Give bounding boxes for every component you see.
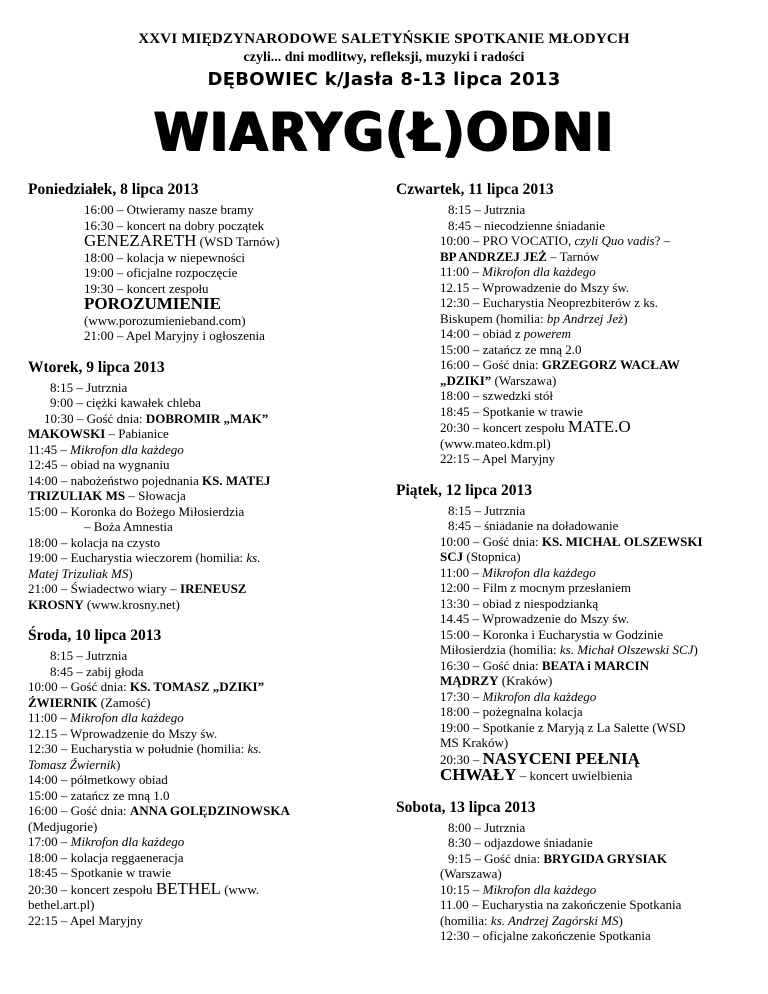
schedule-text: (Zamość) [97, 694, 151, 710]
schedule-text: MS Kraków) [440, 735, 509, 750]
schedule-text: KS. MATEJ [202, 472, 271, 488]
schedule-text: 14:00 – nabożeństwo pojednania [28, 472, 203, 488]
schedule-text: 18:00 – kolacja reggaeneracja [28, 849, 184, 865]
schedule-text: 14.45 – Wprowadzenie do Mszy św. [440, 611, 630, 626]
schedule-item [28, 803, 368, 819]
schedule-item [396, 611, 741, 627]
schedule-text: NASYCENI PEŁNIĄ [482, 748, 640, 768]
schedule-text: POROZUMIENIE [84, 294, 221, 313]
schedule-text: ) [116, 756, 121, 772]
schedule-item [28, 788, 368, 804]
schedule-text: (Medjugorie) [28, 818, 98, 834]
schedule-text: 11.00 – Eucharystia na zakończenie Spotkania [440, 897, 682, 912]
day-title: Sobota, 13 lipca 2013 [396, 798, 536, 816]
schedule-item [28, 488, 368, 504]
day-section [396, 180, 741, 467]
schedule-text: (www.porozumienieband.com) [84, 312, 246, 328]
schedule-item [396, 280, 741, 296]
day-section [28, 180, 368, 344]
event-title: XXVI MIĘDZYNARODOWE SALETYŃSKIE SPOTKANIE MŁODYCH [138, 31, 630, 47]
schedule-text: 15:00 – zatańcz ze mną 1.0 [28, 787, 170, 803]
day-title: Wtorek, 9 lipca 2013 [28, 358, 165, 376]
schedule-text: 14:00 – półmetkowy obiad [28, 772, 168, 787]
schedule-item [28, 550, 368, 566]
schedule-item [396, 851, 741, 867]
schedule-item [28, 313, 368, 329]
schedule-text: Miłosierdzia (homilia: [440, 642, 560, 657]
schedule-text: (www. [220, 881, 260, 897]
schedule-text: 18:45 – Spotkanie w trawie [28, 865, 171, 880]
schedule-text: ks. Andrzej Zagórski MS [490, 912, 619, 928]
schedule-text: 18:00 – kolacja w niepewności [84, 249, 246, 265]
schedule-text: KS. TOMASZ „DZIKI” [129, 679, 265, 694]
schedule-item [28, 695, 368, 711]
schedule-item [396, 627, 741, 643]
schedule-text: ks. [246, 550, 261, 565]
schedule-text: 8:45 – niecodzienne śniadanie [448, 217, 606, 233]
schedule-text: 16:00 – Gość dnia: [28, 803, 130, 818]
schedule-item [396, 388, 741, 404]
schedule-text: 10:30 – Gość dnia: [44, 410, 146, 426]
day-section [28, 626, 368, 928]
schedule-text: 18:00 – szwedzki stół [440, 388, 554, 403]
schedule-text: 18:00 – kolacja na czysto [28, 534, 161, 550]
schedule-text: TRIZULIAK MS [28, 488, 126, 503]
schedule-item [396, 342, 741, 358]
schedule-text: 13:30 – obiad z niespodzianką [440, 595, 599, 611]
schedule-item [396, 580, 741, 596]
schedule-text: 17:00 – [28, 834, 71, 849]
schedule-text: 15:00 – Koronka do Bożego Miłosierdzia [28, 503, 245, 519]
schedule-text: GRZEGORZ WACŁAW [541, 357, 680, 372]
schedule-text: 12:45 – obiad na wygnaniu [28, 457, 170, 472]
schedule-text: 20:30 – [440, 751, 483, 767]
schedule-text: czyli Quo vadis [574, 233, 655, 248]
schedule-item [396, 658, 741, 674]
schedule-text: powerem [523, 326, 571, 341]
schedule-text: MATE.O [567, 417, 631, 436]
schedule-item [28, 504, 368, 520]
schedule-text: 18:00 – pożegnalna kolacja [440, 704, 583, 719]
schedule-text: KROSNY [28, 596, 84, 612]
schedule-text: ANNA GOLĘDZINOWSKA [129, 803, 290, 818]
schedule-item [28, 411, 368, 427]
schedule-item [28, 741, 368, 757]
schedule-item [28, 726, 368, 742]
schedule-item [28, 679, 368, 695]
schedule-item [396, 866, 741, 882]
schedule-item [28, 218, 368, 234]
schedule-text: 8:45 – śniadanie na doładowanie [448, 518, 619, 533]
schedule-text: 12.15 – Wprowadzenie do Mszy św. [440, 279, 630, 295]
schedule-text: 10:15 – [440, 881, 483, 897]
schedule-text: 11:00 – [440, 264, 483, 279]
schedule-item [396, 357, 741, 373]
schedule-item [28, 202, 368, 218]
schedule-text: – koncert uwielbienia [516, 768, 633, 783]
schedule-text: bethel.art.pl) [28, 897, 95, 912]
schedule-item [28, 535, 368, 551]
schedule-item [28, 233, 368, 250]
schedule-text: ) [693, 642, 698, 657]
schedule-text: ks. Michał Olszewski SCJ [559, 642, 694, 657]
schedule-item [28, 757, 368, 773]
schedule-item [396, 673, 741, 689]
schedule-text: 22:15 – Apel Maryjny [440, 451, 556, 466]
schedule-item [28, 850, 368, 866]
schedule-text: 10:00 – Gość dnia: [440, 533, 542, 549]
day-title: Czwartek, 11 lipca 2013 [396, 181, 554, 198]
schedule-item [28, 328, 368, 344]
schedule-item [28, 426, 368, 442]
schedule-text: 12:30 – Eucharystia w południe (homilia: [28, 741, 248, 756]
schedule-item [396, 326, 741, 342]
schedule-text: Matej Trizuliak MS [28, 565, 129, 581]
schedule-text: SCJ [440, 549, 464, 564]
day-section [396, 798, 741, 944]
schedule-text: ks. [247, 741, 262, 756]
schedule-text: 11:45 – [28, 441, 71, 457]
schedule-text: Mikrofon dla każdego [482, 564, 596, 580]
schedule-text: 8:15 – Jutrznia [50, 379, 128, 395]
schedule-text: (www.krosny.net) [83, 596, 180, 612]
schedule-item [28, 380, 368, 396]
event-subtitle: czyli... dni modlitwy, refleksji, muzyki i radości [243, 50, 525, 65]
schedule-item [28, 581, 368, 597]
schedule-text: KS. MICHAŁ OLSZEWSKI [541, 533, 703, 549]
schedule-text: 8:15 – Jutrznia [50, 648, 128, 663]
schedule-text: 16:30 – koncert na dobry początek [84, 217, 265, 233]
event-logo-text: WIARYG(Ł)ODNI [153, 101, 615, 163]
schedule-item [28, 265, 368, 281]
schedule-text: 15:00 – Koronka i Eucharystia w Godzinie [440, 626, 664, 642]
schedule-text: (WSD Tarnów) [196, 234, 280, 249]
schedule-text: BEATA i MARCIN [541, 657, 649, 673]
schedule-text: DOBROMIR „MAK” [145, 410, 269, 426]
schedule-item [396, 249, 741, 265]
schedule-item [396, 549, 741, 565]
schedule-item [396, 704, 741, 720]
schedule-item [396, 451, 741, 467]
schedule-item [28, 395, 368, 411]
schedule-text: Tomasz Źwiernik [28, 756, 117, 772]
schedule-text: 12:00 – Film z mocnym przesłaniem [440, 580, 631, 595]
schedule-item [396, 518, 741, 534]
schedule-text: 8:30 – odjazdowe śniadanie [448, 835, 593, 850]
schedule-text: IRENEUSZ [180, 581, 247, 596]
schedule-text: Mikrofon dla każdego [482, 264, 596, 279]
schedule-item [396, 689, 741, 705]
schedule-item [396, 642, 741, 658]
schedule-text: (Stopnica) [463, 549, 521, 564]
schedule-text: (homilia: [440, 912, 491, 928]
schedule-text: 16:30 – Gość dnia: [440, 657, 542, 673]
day-title: Poniedziałek, 8 lipca 2013 [28, 181, 199, 198]
schedule-item [396, 311, 741, 327]
schedule-text: bp Andrzej Jeż [546, 310, 624, 326]
schedule-item [396, 820, 741, 836]
schedule-text: 12.15 – Wprowadzenie do Mszy św. [28, 725, 218, 741]
schedule-item [28, 442, 368, 458]
day-section [28, 358, 368, 613]
schedule-text: BETHEL [155, 878, 221, 898]
schedule-text: ) [623, 310, 628, 326]
schedule-text: 15:00 – zatańcz ze mną 2.0 [440, 341, 582, 357]
day-section [396, 481, 741, 784]
schedule-item [396, 373, 741, 389]
schedule-text: 22:15 – Apel Maryjny [28, 912, 144, 928]
schedule-text: BP ANDRZEJ JEŻ [440, 248, 547, 264]
day-title: Piątek, 12 lipca 2013 [396, 481, 533, 499]
schedule-text: 21:00 – Świadectwo wiary – [28, 581, 181, 596]
schedule-item [396, 596, 741, 612]
schedule-text: 19:00 – Spotkanie z Maryją z La Salette (WSD [440, 719, 686, 735]
schedule-text: 8:15 – Jutrznia [448, 202, 526, 217]
schedule-item [28, 473, 368, 489]
schedule-text: (Warszawa) [491, 372, 557, 388]
schedule-item [28, 819, 368, 835]
left-column [28, 180, 368, 942]
schedule-text: 16:00 – Gość dnia: [440, 357, 542, 372]
schedule-text: BRYGIDA GRYSIAK [543, 850, 668, 866]
schedule-text: Mikrofon dla każdego [70, 441, 184, 457]
schedule-item [396, 295, 741, 311]
schedule-text: Mikrofon dla każdego [70, 710, 184, 725]
schedule-item [396, 897, 741, 913]
schedule-text: – Słowacja [125, 488, 186, 503]
schedule-text: – Tarnów [546, 248, 600, 264]
schedule-item [28, 878, 368, 898]
schedule-text: 9:15 – Gość dnia: [448, 850, 544, 866]
schedule-item [396, 218, 741, 234]
schedule-text: 11:00 – [28, 710, 71, 725]
schedule-text: 20:30 – koncert zespołu [28, 881, 156, 897]
schedule-text: 12:30 – Eucharystia Neoprezbiterów z ks. [440, 295, 659, 310]
schedule-item [396, 202, 741, 218]
schedule-text: Mikrofon dla każdego [482, 688, 597, 704]
schedule-item [28, 834, 368, 850]
schedule-text: 10:00 – PRO VOCATIO, [440, 233, 575, 248]
schedule-text: Mikrofon dla każdego [70, 834, 185, 849]
schedule-item [396, 436, 741, 452]
schedule-item [28, 710, 368, 726]
document-header [0, 30, 768, 163]
schedule-text: (Kraków) [498, 673, 553, 688]
right-column [396, 180, 741, 958]
schedule-item [396, 233, 741, 249]
schedule-item [28, 566, 368, 582]
schedule-text: 20:30 – koncert zespołu [440, 420, 568, 435]
schedule-text: Biskupem (homilia: [440, 310, 547, 326]
schedule-item [28, 296, 368, 313]
event-place-date: DĘBOWIEC k/Jasła 8-13 lipca 2013 [207, 69, 561, 90]
schedule-item [396, 767, 741, 784]
schedule-text: 8:15 – Jutrznia [448, 502, 526, 518]
schedule-text: GENEZARETH [84, 231, 197, 250]
schedule-item [396, 928, 741, 944]
schedule-text: „DZIKI” [440, 372, 492, 388]
schedule-text: ŹWIERNIK [28, 694, 98, 710]
schedule-text: 16:00 – Otwieramy nasze bramy [84, 202, 254, 217]
schedule-text: CHWAŁY [440, 765, 517, 784]
schedule-item [28, 648, 368, 664]
schedule-item [28, 250, 368, 266]
schedule-item [396, 835, 741, 851]
schedule-text: – Boża Amnestia [84, 519, 173, 534]
schedule-text: 12:30 – oficjalne zakończenie Spotkania [440, 928, 651, 943]
schedule-text: 17:30 – [440, 688, 483, 704]
schedule-text: 14:00 – obiad z [440, 326, 524, 341]
schedule-item [28, 913, 368, 929]
schedule-text: 11:00 – [440, 564, 483, 580]
schedule-text: MAKOWSKI [28, 426, 106, 441]
schedule-text: 19:00 – oficjalne rozpoczęcie [84, 265, 238, 280]
schedule-item [396, 913, 741, 929]
schedule-text: 21:00 – Apel Maryjny i ogłoszenia [84, 328, 265, 343]
schedule-item [28, 519, 368, 535]
schedule-text: Mikrofon dla każdego [482, 881, 597, 897]
schedule-text: 19:30 – koncert zespołu [84, 280, 209, 296]
schedule-item [396, 264, 741, 280]
schedule-item [396, 882, 741, 898]
schedule-text: MĄDRZY [440, 673, 499, 688]
schedule-item [396, 503, 741, 519]
schedule-item [396, 534, 741, 550]
schedule-text: 8:00 – Jutrznia [448, 819, 526, 835]
schedule-item [396, 565, 741, 581]
schedule-item [28, 664, 368, 680]
day-title: Środa, 10 lipca 2013 [28, 627, 162, 644]
schedule-item [28, 772, 368, 788]
schedule-text: ) [618, 912, 623, 928]
schedule-text: (Warszawa) [440, 866, 502, 881]
schedule-item [396, 419, 741, 436]
schedule-text: 19:00 – Eucharystia wieczorem (homilia: [28, 550, 247, 565]
schedule-item [28, 897, 368, 913]
schedule-item [28, 597, 368, 613]
schedule-item [396, 720, 741, 736]
schedule-text: 9:00 – ciężki kawałek chleba [50, 395, 201, 410]
schedule-text: – Pabianice [105, 426, 169, 441]
schedule-text: ) [128, 565, 133, 581]
schedule-text: (www.mateo.kdm.pl) [440, 435, 551, 451]
schedule-text: ? – [654, 233, 671, 248]
schedule-text: 10:00 – Gość dnia: [28, 679, 130, 694]
schedule-item [28, 457, 368, 473]
schedule-text: 18:45 – Spotkanie w trawie [440, 403, 583, 419]
schedule-text: 8:45 – zabij głoda [50, 663, 144, 679]
